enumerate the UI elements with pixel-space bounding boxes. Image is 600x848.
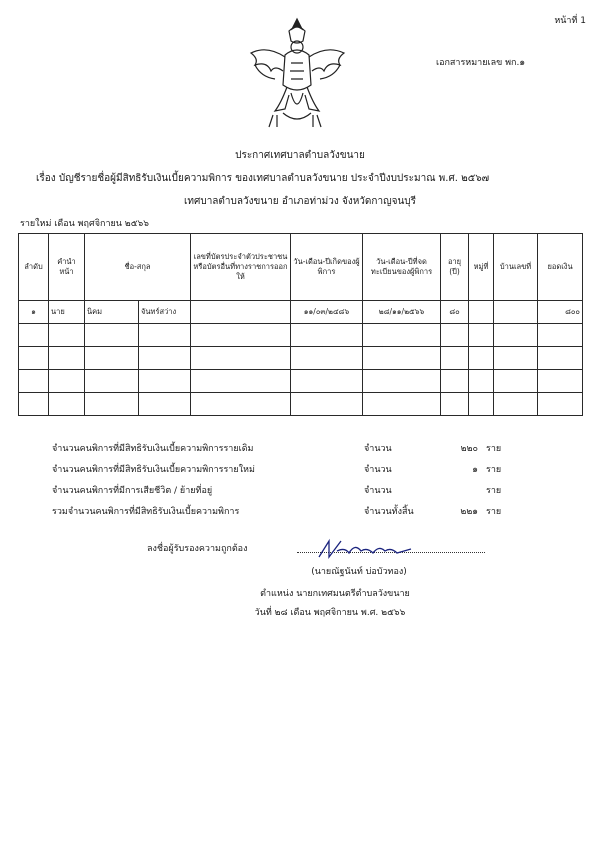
cell-reg-date [363, 393, 441, 416]
summary-unit: ราย [486, 464, 502, 475]
cell-id-card [191, 370, 291, 393]
cell-dob [291, 324, 363, 347]
cell-amount [538, 370, 583, 393]
summary-unit: ราย [486, 506, 502, 517]
col-header-id-card: เลขที่บัตรประจำตัวประชาชนหรือบัตรอื่นที่ทางราชการออกให้ [191, 234, 291, 301]
cell-reg-date: ๒๘/๑๑/๒๕๖๖ [363, 301, 441, 324]
cell-prefix [49, 347, 85, 370]
cell-amount: ๘๐๐ [538, 301, 583, 324]
cell-moo [469, 393, 494, 416]
cell-house-no [494, 347, 538, 370]
summary-block [52, 437, 507, 521]
col-header-name: ชื่อ-สกุล [85, 234, 191, 301]
summary-label: จำนวนคนพิการที่มีการเสียชีวิต / ย้ายที่อยู่ [52, 485, 213, 496]
summary-unit: ราย [486, 485, 502, 496]
table-row [19, 393, 583, 416]
section-label: รายใหม่ เดือน พฤศจิกายน ๒๕๖๖ [20, 219, 149, 229]
cell-amount [538, 347, 583, 370]
cell-first-name [85, 324, 139, 347]
summary-value: ๑ [472, 464, 478, 475]
cell-first-name: นิคม [85, 301, 139, 324]
summary-row-total [52, 500, 507, 521]
cell-seq [19, 370, 49, 393]
summary-count-label: จำนวน [364, 464, 392, 475]
cell-dob [291, 393, 363, 416]
garuda-emblem-icon [245, 15, 350, 130]
col-header-dob: วัน-เดือน-ปีเกิดของผู้พิการ [291, 234, 363, 301]
cell-age: ๘๐ [441, 301, 469, 324]
col-header-moo: หมู่ที่ [469, 234, 494, 301]
summary-value: ๒๒๑ [460, 506, 478, 517]
cell-reg-date [363, 324, 441, 347]
signer-name: (นายณัฐนันท์ บ่อบัวทอง) [311, 567, 407, 577]
summary-value: ๒๒๐ [460, 443, 478, 454]
summary-unit: ราย [486, 443, 502, 454]
cell-house-no [494, 370, 538, 393]
signature-label: ลงชื่อผู้รับรองความถูกต้อง [147, 544, 248, 554]
cell-moo [469, 347, 494, 370]
cell-seq [19, 393, 49, 416]
cell-amount [538, 324, 583, 347]
signature-date: วันที่ ๒๘ เดือน พฤศจิกายน พ.ศ. ๒๕๖๖ [254, 608, 406, 618]
cell-age [441, 393, 469, 416]
cell-seq [19, 347, 49, 370]
cell-age [441, 370, 469, 393]
cell-reg-date [363, 347, 441, 370]
cell-id-card [191, 393, 291, 416]
table-header-row [19, 234, 583, 301]
cell-id-card [191, 301, 291, 324]
table-row [19, 324, 583, 347]
cell-moo [469, 301, 494, 324]
cell-prefix [49, 324, 85, 347]
document-number: เอกสารหมายเลข พก.๑ [436, 58, 526, 68]
summary-count-label: จำนวน [364, 443, 392, 454]
cell-house-no [494, 393, 538, 416]
cell-age [441, 324, 469, 347]
summary-label: จำนวนคนพิการที่มีสิทธิรับเงินเบี้ยความพิการรายเดิม [52, 443, 254, 454]
cell-first-name [85, 393, 139, 416]
cell-seq [19, 324, 49, 347]
announcement-title: ประกาศเทศบาลตำบลวังขนาย [235, 150, 365, 161]
table-row [19, 301, 583, 324]
cell-first-name [85, 370, 139, 393]
summary-count-label: จำนวน [364, 485, 392, 496]
summary-row-deceased-moved [52, 479, 507, 500]
cell-first-name [85, 347, 139, 370]
page-number: หน้าที่ 1 [554, 16, 586, 26]
signature-line [147, 537, 487, 559]
col-header-reg-date: วัน-เดือน-ปีที่จดทะเบียนของผู้พิการ [363, 234, 441, 301]
cell-reg-date [363, 370, 441, 393]
cell-last-name [139, 370, 191, 393]
cell-moo [469, 324, 494, 347]
cell-last-name [139, 347, 191, 370]
cell-seq: ๑ [19, 301, 49, 324]
municipality-address: เทศบาลตำบลวังขนาย อำเภอท่าม่วง จังหวัดกาญจนบุรี [183, 196, 417, 207]
cell-last-name [139, 393, 191, 416]
cell-last-name: จันทร์สว่าง [139, 301, 191, 324]
cell-id-card [191, 347, 291, 370]
cell-last-name [139, 324, 191, 347]
table-row [19, 370, 583, 393]
cell-dob: ๑๑/๐๓/๒๔๘๖ [291, 301, 363, 324]
col-header-house-no: บ้านเลขที่ [494, 234, 538, 301]
col-header-age: อายุ (ปี) [441, 234, 469, 301]
cell-dob [291, 370, 363, 393]
col-header-seq: ลำดับ [19, 234, 49, 301]
cell-age [441, 347, 469, 370]
cell-prefix [49, 393, 85, 416]
cell-house-no [494, 301, 538, 324]
cell-prefix: นาย [49, 301, 85, 324]
beneficiary-table [18, 233, 583, 416]
cell-house-no [494, 324, 538, 347]
summary-count-label: จำนวนทั้งสิ้น [364, 506, 414, 517]
signer-position: ตำแหน่ง นายกเทศมนตรีตำบลวังขนาย [260, 589, 410, 599]
table-row [19, 347, 583, 370]
handwritten-signature-icon [315, 537, 415, 561]
col-header-amount: ยอดเงิน [538, 234, 583, 301]
cell-prefix [49, 370, 85, 393]
summary-label: รวมจำนวนคนพิการที่มีสิทธิรับเงินเบี้ยความพิการ [52, 506, 240, 517]
summary-row-new [52, 458, 507, 479]
cell-amount [538, 393, 583, 416]
col-header-prefix: คำนำหน้า [49, 234, 85, 301]
cell-dob [291, 347, 363, 370]
subject-line: เรื่อง บัญชีรายชื่อผู้มีสิทธิรับเงินเบี้ยความพิการ ของเทศบาลตำบลวังขนาย ประจำปีงบประมาณ พ.ศ. ๒๕๖๗ [36, 173, 490, 184]
summary-row-existing [52, 437, 507, 458]
cell-moo [469, 370, 494, 393]
cell-id-card [191, 324, 291, 347]
summary-label: จำนวนคนพิการที่มีสิทธิรับเงินเบี้ยความพิการรายใหม่ [52, 464, 255, 475]
